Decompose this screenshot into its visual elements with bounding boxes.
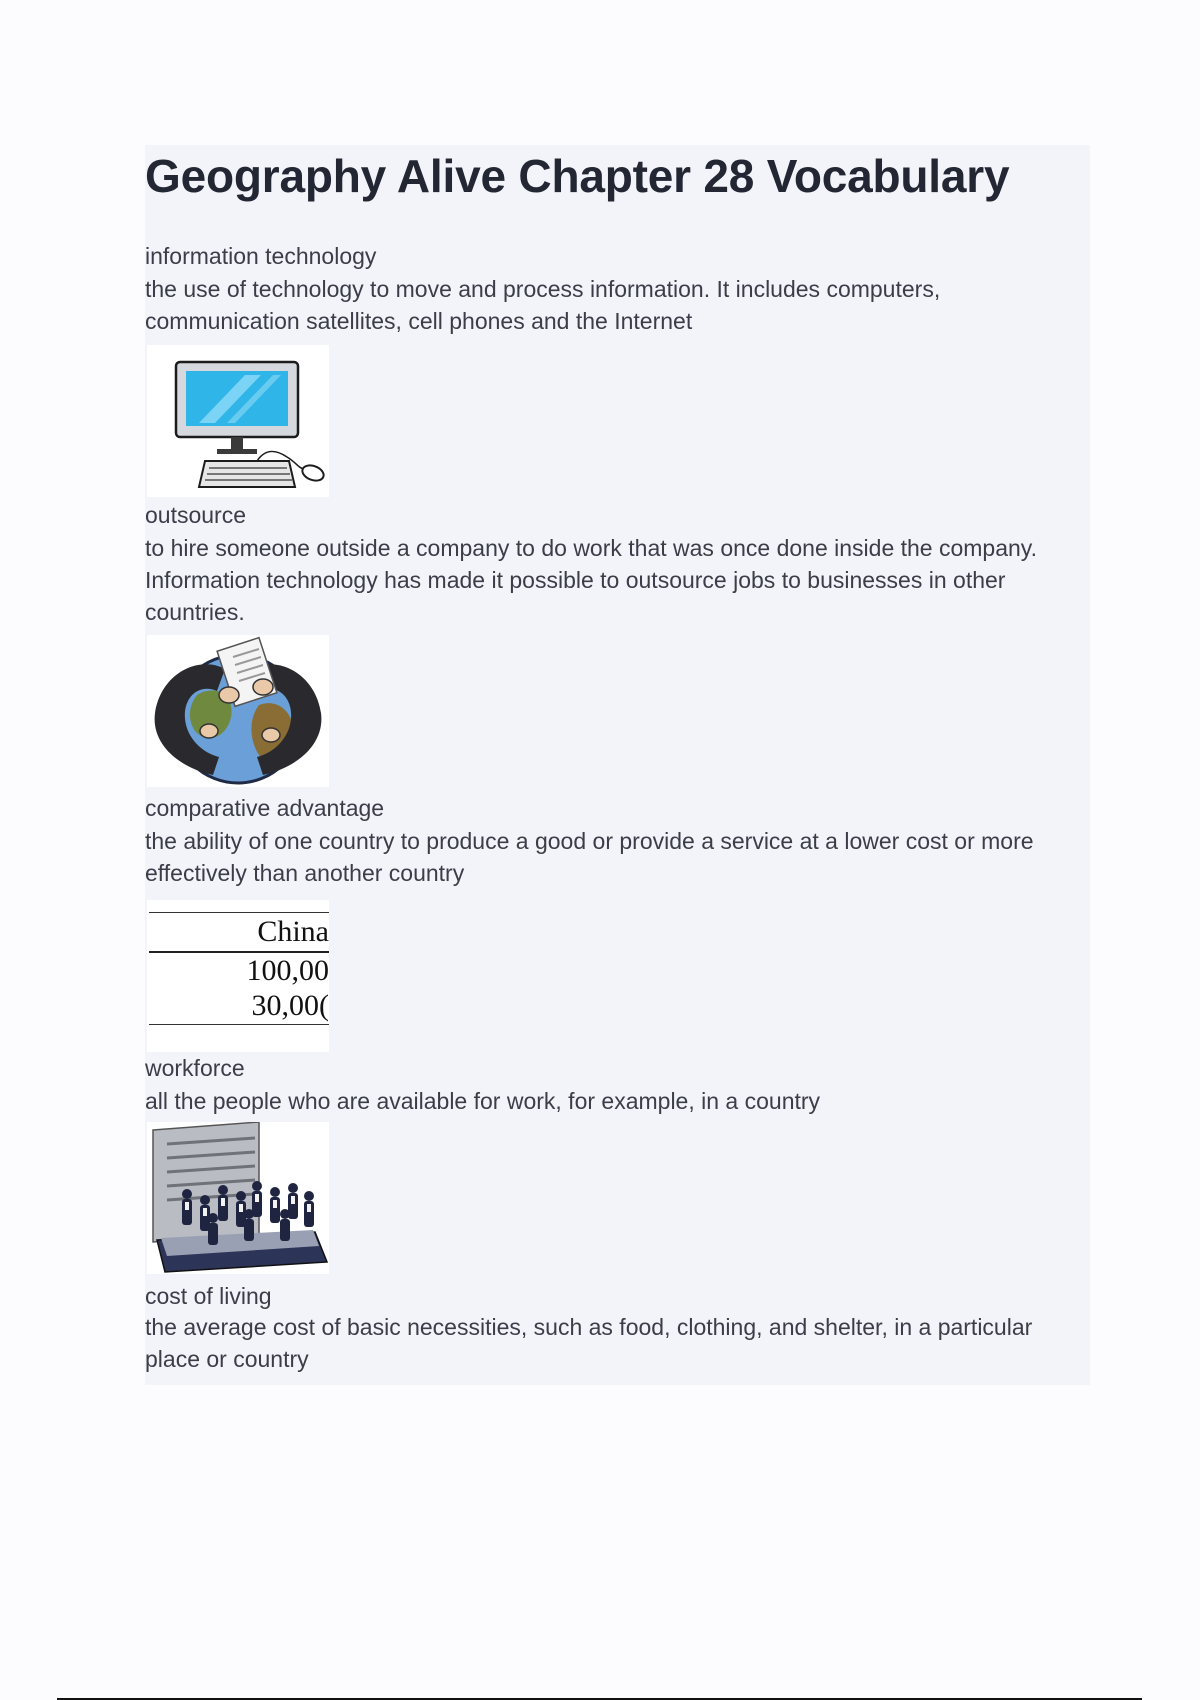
- globe-hands-icon: [147, 635, 329, 787]
- term-information-technology: information technology: [145, 243, 377, 269]
- workers-icon: [147, 1122, 329, 1274]
- comparative-table-image: [147, 900, 329, 1052]
- definition-workforce: all the people who are available for work, for example, in a country: [145, 1088, 821, 1114]
- definition-comparative-advantage: the ability of one country to produce a good or provide a service at a lower cost or more effectively than another country: [145, 828, 1034, 886]
- table-cell: 30,00(: [251, 989, 329, 1022]
- definition-outsource: to hire someone outside a company to do work that was once done inside the company. Information technology has made it possible to outsource jobs to businesses in other countries.: [145, 535, 1037, 625]
- page-title: Geography Alive Chapter 28 Vocabulary: [145, 150, 1010, 202]
- term-workforce: workforce: [145, 1055, 245, 1081]
- definition-cost-of-living: the average cost of basic necessities, such as food, clothing, and shelter, in a particular place or country: [145, 1314, 1033, 1372]
- vocabulary-panel: [145, 145, 1090, 1385]
- table-top-rule: [149, 912, 329, 913]
- computer-icon: [147, 345, 329, 497]
- term-outsource: outsource: [145, 502, 247, 528]
- table-cell: 100,00: [246, 954, 329, 987]
- term-cost-of-living: cost of living: [145, 1283, 272, 1309]
- term-comparative-advantage: comparative advantage: [145, 795, 385, 821]
- table-header-rule: [149, 951, 329, 953]
- table-bottom-rule: [149, 1024, 329, 1025]
- definition-information-technology: the use of technology to move and process information. It includes computers, communication satellites, cell phones and the Internet: [145, 276, 941, 334]
- table-header-china: China: [257, 915, 329, 948]
